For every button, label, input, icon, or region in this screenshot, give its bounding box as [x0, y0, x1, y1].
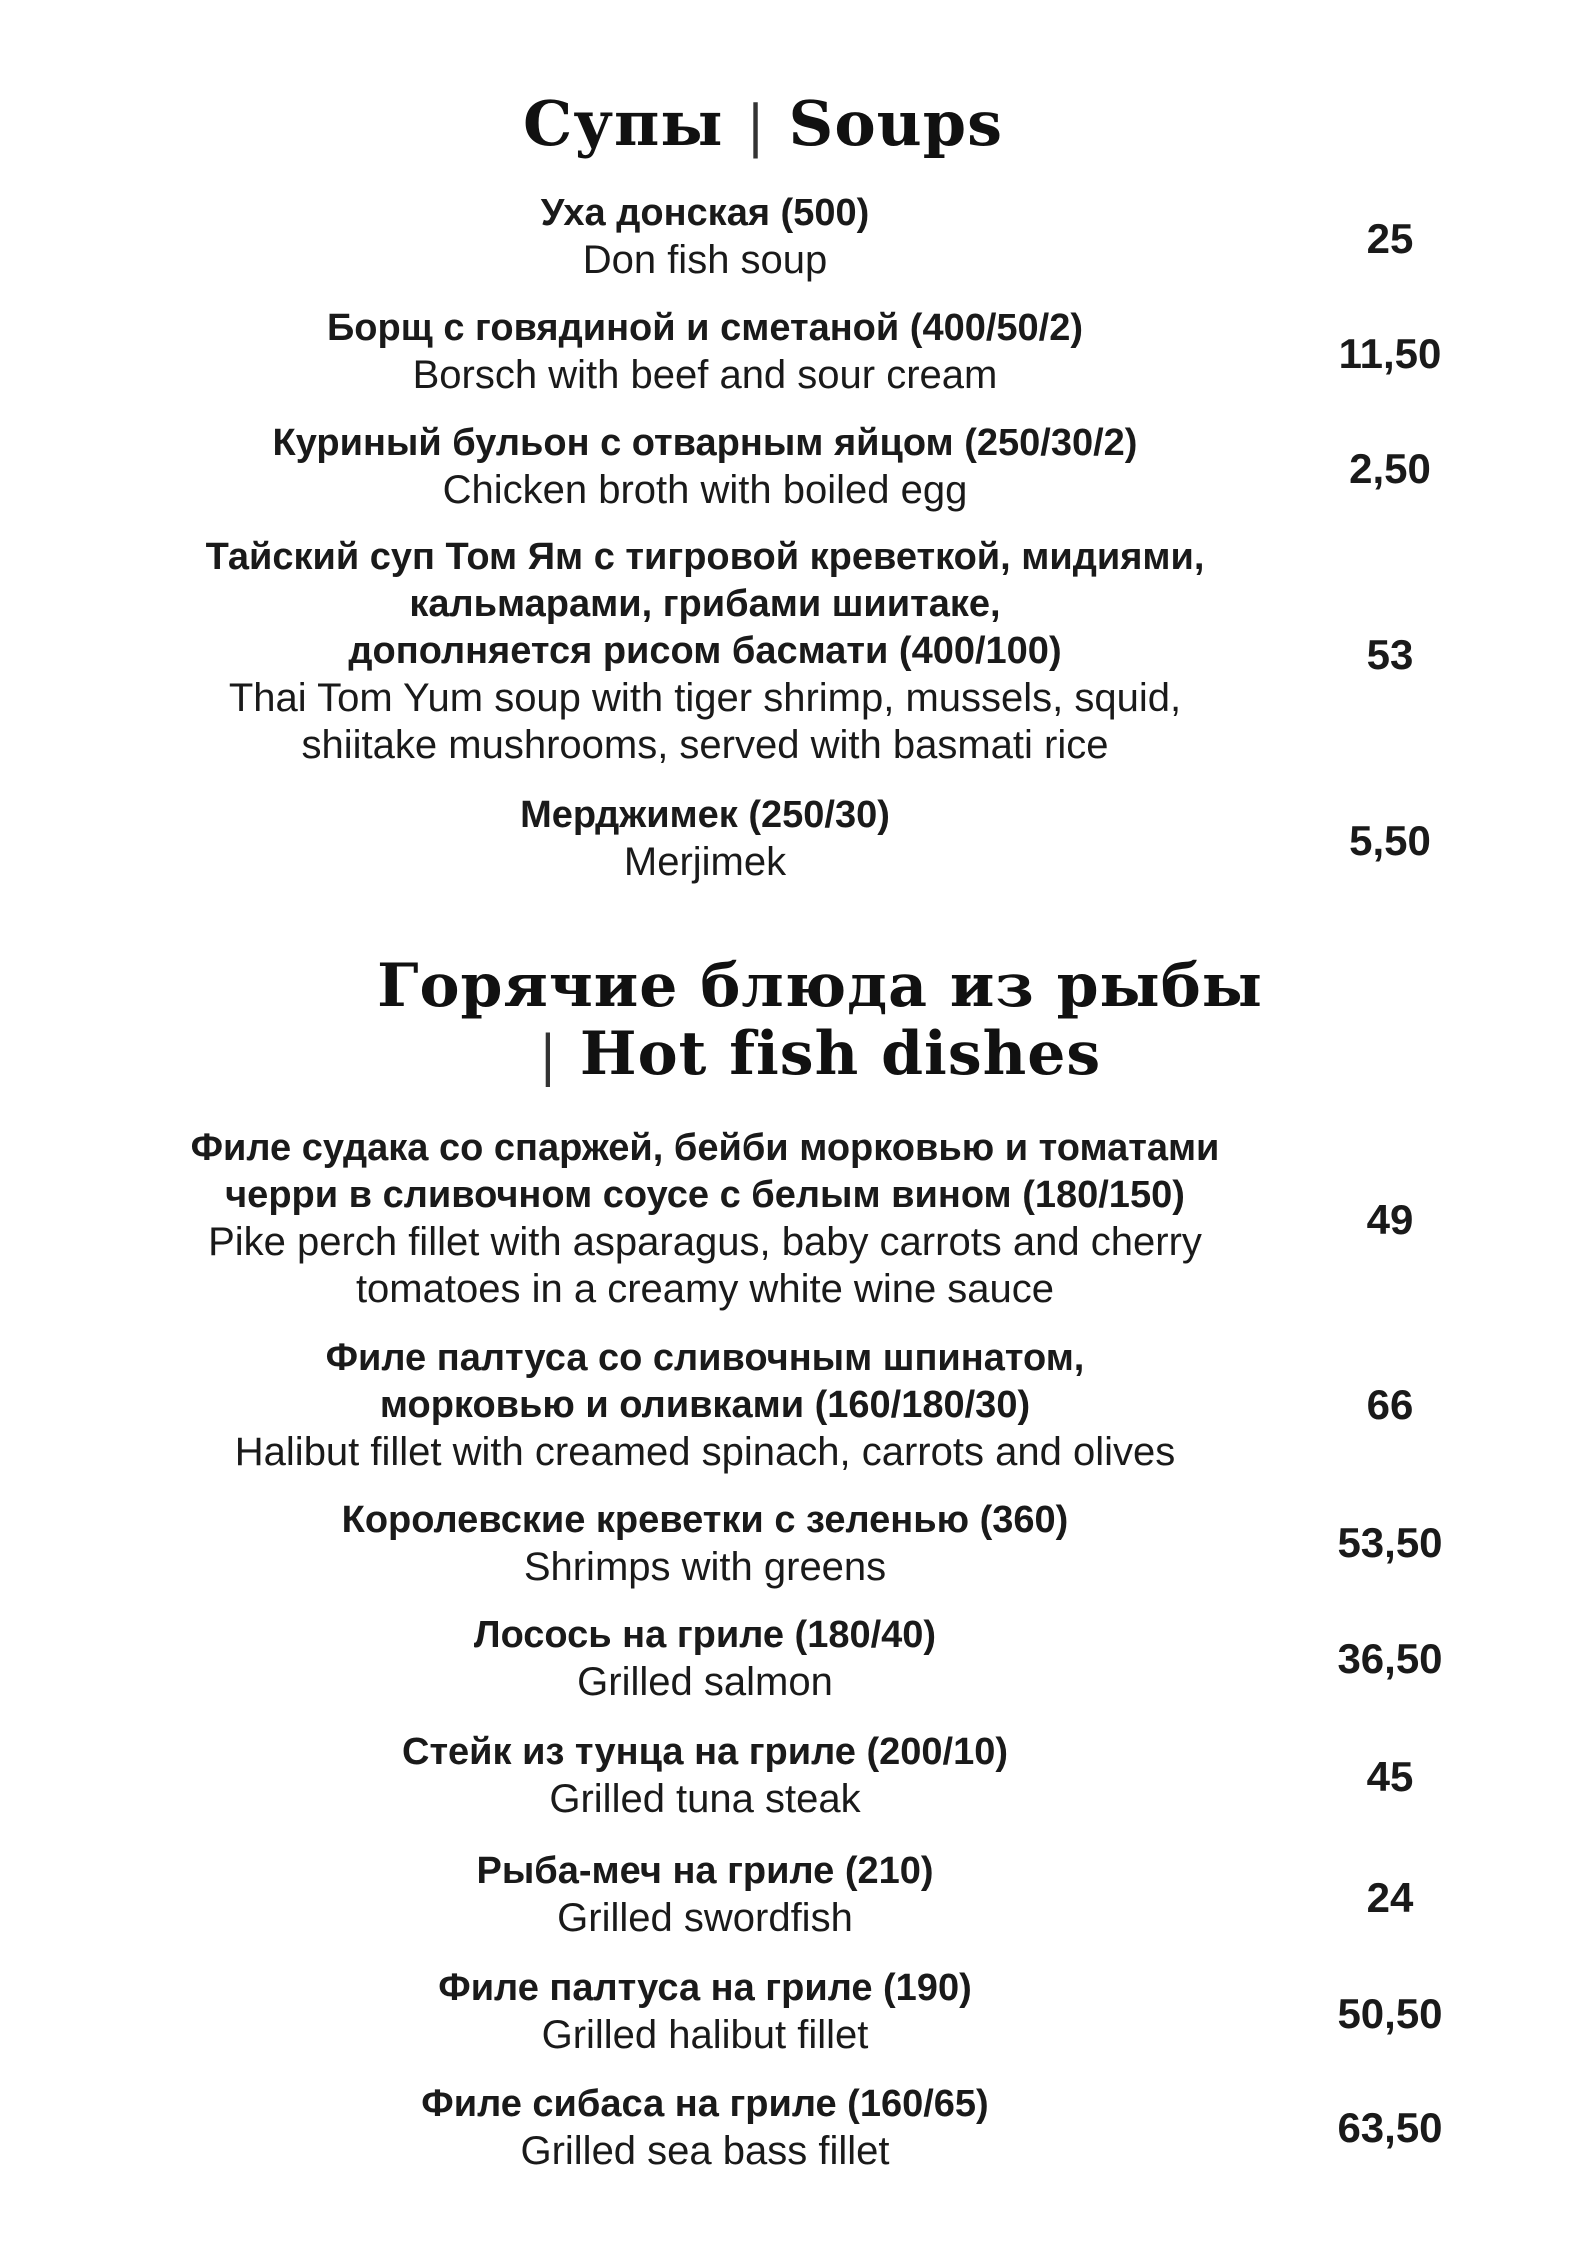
dish-name-en: Shrimps with greens — [523, 1545, 887, 1589]
hot-fish-title-en-line — [0, 1020, 1594, 1090]
menu-item-halibut-spinach — [130, 1335, 1280, 1476]
dish-name-en: Grilled salmon — [577, 1660, 833, 1704]
hot-fish-title-en: Hot fish dishes — [579, 1019, 1102, 1089]
title-separator: | — [538, 1024, 558, 1087]
dish-name-en: Chicken broth with boiled egg — [442, 468, 968, 512]
dish-name-ru: Филе сибаса на гриле (160/65) — [421, 2083, 989, 2125]
dish-name-en: Grilled swordfish — [557, 1896, 853, 1940]
soups-section-title — [0, 88, 1526, 163]
dish-name-en: Don fish soup — [582, 238, 828, 282]
dish-name-ru: Мерджимек (250/30) — [520, 794, 890, 836]
hot-fish-section-title — [0, 952, 1594, 1090]
price-king-shrimps: 53,50 — [1337, 1519, 1443, 1566]
dish-name-en: Merjimek — [623, 840, 787, 884]
dish-name-ru: Филе палтуса на гриле (190) — [438, 1967, 972, 2009]
menu-item-pike-perch — [130, 1125, 1280, 1313]
dish-name-ru: Стейк из тунца на гриле (200/10) — [402, 1731, 1008, 1773]
title-separator: | — [746, 94, 766, 159]
menu-item-don-fish-soup — [130, 190, 1280, 284]
dish-name-en: Grilled tuna steak — [549, 1777, 861, 1821]
menu-item-chicken-broth — [130, 420, 1280, 514]
menu-item-grilled-salmon — [130, 1612, 1280, 1706]
dish-name-en: Pike perch fillet with asparagus, baby carrots and cherry tomatoes in a creamy white wine sauce — [208, 1220, 1202, 1311]
dish-name-ru: Филе судака со спаржей, бейби морковью и томатами черри в сливочном соусе с белым вином (180/150) — [190, 1127, 1220, 1216]
dish-name-ru: Королевские креветки с зеленью (360) — [341, 1499, 1069, 1541]
menu-item-halibut-grilled — [130, 1965, 1280, 2059]
dish-name-en: Halibut fillet with creamed spinach, carrots and olives — [234, 1430, 1176, 1474]
price-borsch: 11,50 — [1338, 330, 1442, 377]
price-swordfish: 24 — [1366, 1874, 1414, 1921]
price-halibut-grilled: 50,50 — [1337, 1990, 1443, 2037]
dish-name-en: Grilled halibut fillet — [541, 2013, 869, 2057]
dish-name-ru: Филе палтуса со сливочным шпинатом, морковью и оливками (160/180/30) — [325, 1337, 1085, 1426]
price-halibut-spinach: 66 — [1366, 1381, 1414, 1428]
hot-fish-title-ru: Горячие блюда из рыбы — [377, 951, 1263, 1021]
menu-item-borsch — [130, 305, 1280, 399]
menu-item-king-shrimps — [130, 1497, 1280, 1591]
price-chicken-broth: 2,50 — [1349, 445, 1431, 492]
menu-item-tom-yum — [130, 534, 1280, 769]
menu-item-tuna-steak — [130, 1729, 1280, 1823]
price-grilled-salmon: 36,50 — [1337, 1635, 1443, 1682]
soups-title-ru: Супы — [522, 87, 724, 160]
price-merjimek: 5,50 — [1349, 817, 1431, 864]
dish-name-ru: Уха донская (500) — [540, 192, 870, 234]
menu-item-swordfish — [130, 1848, 1280, 1942]
soups-title-en: Soups — [788, 87, 1004, 160]
dish-name-ru: Лосось на гриле (180/40) — [473, 1614, 937, 1656]
dish-name-en: Grilled sea bass fillet — [520, 2129, 890, 2173]
dish-name-en: Thai Tom Yum soup with tiger shrimp, mussels, squid, shiitake mushrooms, served with basmati rice — [228, 676, 1182, 767]
dish-name-ru: Куриный бульон с отварным яйцом (250/30/2) — [272, 422, 1138, 464]
dish-name-ru: Борщ с говядиной и сметаной (400/50/2) — [326, 307, 1084, 349]
menu-item-sea-bass — [130, 2081, 1280, 2175]
dish-name-ru: Тайский суп Том Ям с тигровой креветкой, мидиями, кальмарами, грибами шиитаке, дополняется рисом басмати (400/100) — [205, 536, 1205, 672]
price-don-fish-soup: 25 — [1366, 215, 1414, 262]
price-sea-bass: 63,50 — [1337, 2104, 1443, 2151]
price-tom-yum: 53 — [1366, 631, 1414, 678]
dish-name-ru: Рыба-меч на гриле (210) — [476, 1850, 934, 1892]
price-tuna-steak: 45 — [1366, 1753, 1414, 1800]
price-pike-perch: 49 — [1366, 1196, 1414, 1243]
dish-name-en: Borsch with beef and sour cream — [412, 353, 998, 397]
menu-item-merjimek — [130, 792, 1280, 886]
